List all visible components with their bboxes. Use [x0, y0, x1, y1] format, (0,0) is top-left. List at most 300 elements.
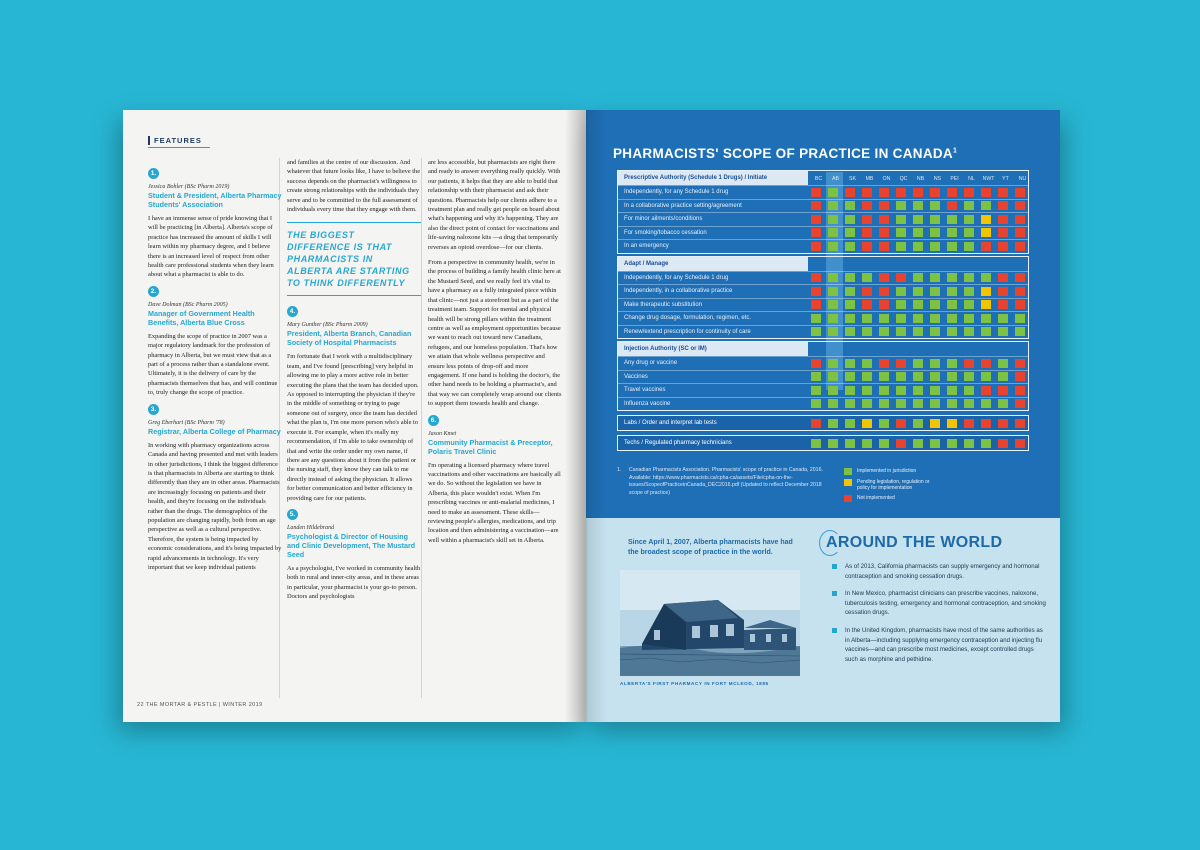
status-square-nl [964, 399, 974, 408]
status-square-pei [947, 359, 957, 368]
status-square-nu [1015, 228, 1025, 237]
status-square-nb [913, 386, 923, 395]
body-paragraph: From a perspective in community health, we're in the process of building a family health clinic here at the Mustard Seed, and we really feel it's vital to have a pharmacy as a fully integrated piece within that clinic—not just a storefront but as a part of the treatment team. Support for mental and physical health will be strong pillars within the treatment centre as well as employment opportunities because we want to reach out toward new Canadians, refugees, and our homeless population. That's how we attain that whole wellness perspective and ensure less points of drop-off and more engagement. If one hand is holding the doctor's, the other hand needs to be holding a pharmacist's, and that way we can completely wrap around our clients to support them towards health and change. [428, 259, 562, 408]
status-square-mb [862, 287, 872, 296]
status-square-sk [845, 399, 855, 408]
status-square-nl [964, 201, 974, 210]
province-label: ON [882, 176, 891, 182]
status-square-nu [1015, 359, 1025, 368]
status-square-yt [998, 372, 1008, 381]
column-1 [148, 162, 282, 578]
status-squares [807, 228, 1028, 237]
status-square-mb [862, 228, 872, 237]
row-label: Independently, in a collaborative practice [624, 288, 733, 295]
status-square-nb [913, 439, 923, 448]
status-square-ab [828, 359, 838, 368]
status-square-pei [947, 372, 957, 381]
row-label: For smoking/tobacco cessation [624, 229, 707, 236]
status-square-yt [998, 242, 1008, 251]
status-square-on [879, 228, 889, 237]
chart-title-text: PHARMACISTS' SCOPE OF PRACTICE IN CANADA [613, 146, 953, 161]
province-label: AB [832, 176, 839, 182]
status-squares [807, 215, 1028, 224]
status-squares [807, 300, 1028, 309]
list-item-text: As of 2013, California pharmacists can supply emergency and hormonal contraception and smoking cessation drugs. [845, 563, 1040, 580]
status-square-nwt [981, 300, 991, 309]
status-square-qc [896, 188, 906, 197]
status-square-ab [828, 439, 838, 448]
status-square-sk [845, 273, 855, 282]
section-tag: FEATURES [148, 136, 206, 145]
table-row [618, 185, 1028, 199]
status-square-ns [930, 215, 940, 224]
status-square-nwt [981, 287, 991, 296]
status-square-sk [845, 439, 855, 448]
status-square-ns [930, 439, 940, 448]
status-square-pei [947, 201, 957, 210]
status-square-nwt [981, 372, 991, 381]
section-header: Injection Authority (SC or IM) [618, 342, 808, 356]
legend-swatch [844, 468, 852, 475]
status-square-ns [930, 419, 940, 428]
status-square-pei [947, 327, 957, 336]
section-header-row [618, 342, 1028, 356]
province-label: NS [933, 176, 942, 182]
status-square-nu [1015, 327, 1025, 336]
role-title: Community Pharmacist & Preceptor, Polaris Travel Clinic [428, 437, 553, 456]
province-label: QC [899, 176, 908, 182]
status-square-bc [811, 287, 821, 296]
footnote-text: Canadian Pharmacists Association. Pharmacists' scope of practice in Canada, 2016. Available: https://www.pharmacists.ca/cpha-ca/assets/File/cpha-on-the-issues/ScopeofPracticeinCanada_DEC2016.pdf (Updated to reflect December 2018 scope of practice) [629, 467, 823, 496]
list-item [832, 626, 1047, 664]
province-label: BC [814, 176, 823, 182]
status-square-nl [964, 215, 974, 224]
legend-item [844, 495, 937, 502]
status-square-mb [862, 439, 872, 448]
status-square-on [879, 399, 889, 408]
status-square-qc [896, 372, 906, 381]
status-square-sk [845, 372, 855, 381]
province-label: YT [1002, 176, 1009, 182]
status-square-mb [862, 300, 872, 309]
right-page [586, 110, 1060, 722]
list-item [832, 562, 1047, 581]
status-square-yt [998, 228, 1008, 237]
status-square-sk [845, 359, 855, 368]
status-square-yt [998, 399, 1008, 408]
byline: Dave Dolman (BSc Pharm 2005) [148, 301, 228, 308]
status-square-on [879, 287, 889, 296]
status-squares [807, 188, 1028, 197]
status-square-on [879, 372, 889, 381]
status-square-nu [1015, 188, 1025, 197]
status-square-nb [913, 327, 923, 336]
row-label: Renew/extend prescription for continuity of care [624, 328, 751, 335]
status-square-nwt [981, 439, 991, 448]
status-square-nwt [981, 419, 991, 428]
status-square-mb [862, 359, 872, 368]
status-square-nwt [981, 314, 991, 323]
status-square-yt [998, 314, 1008, 323]
byline: Landen Hildebrand [287, 524, 335, 531]
status-square-nwt [981, 399, 991, 408]
footnote-marker: 1 [952, 147, 958, 155]
table-row [618, 383, 1028, 397]
status-square-pei [947, 386, 957, 395]
body-paragraph: As a psychologist, I've worked in community health both in rural and inner-city areas, and in these areas in particular, your pharmacist is your go-to person. Doctors and psychologists [287, 564, 421, 601]
status-square-qc [896, 439, 906, 448]
status-square-nu [1015, 399, 1025, 408]
status-square-nwt [981, 273, 991, 282]
section-header: Prescriptive Authority (Schedule 1 Drugs) / Initiate [618, 171, 808, 185]
status-square-nwt [981, 386, 991, 395]
province-label: NU [1018, 176, 1027, 182]
status-squares [807, 201, 1028, 210]
status-square-bc [811, 228, 821, 237]
footnote [617, 467, 827, 497]
status-square-nu [1015, 273, 1025, 282]
status-square-ab [828, 300, 838, 309]
status-square-pei [947, 439, 957, 448]
status-square-sk [845, 201, 855, 210]
status-squares [807, 287, 1028, 296]
status-square-nl [964, 300, 974, 309]
status-square-pei [947, 300, 957, 309]
status-square-nl [964, 242, 974, 251]
status-square-mb [862, 201, 872, 210]
status-square-yt [998, 300, 1008, 309]
column-2 [287, 158, 421, 608]
body-paragraph: In working with pharmacy organizations across Canada and having presented and met with leaders in other jurisdictions, I think the biggest difference is that pharmacists in Alberta are starting to think differently than they are in other areas. Pharmacists are increasingly focusing on patients and their health, and they're focusing on the individuals rather than the drugs. The demographics of the population are changing rapidly, both from an age perspective as well as a cultural perspective. Therefore, the system is being impacted by economic considerations, and it's being impacted by rapid advancements in technology. It's very important that we keep individual patients [148, 441, 282, 571]
status-square-ns [930, 372, 940, 381]
status-square-qc [896, 327, 906, 336]
status-square-pei [947, 399, 957, 408]
status-square-nu [1015, 314, 1025, 323]
legend-item [844, 468, 937, 475]
status-square-on [879, 359, 889, 368]
status-square-yt [998, 287, 1008, 296]
legend-label: Implemented in jurisdiction [857, 468, 917, 474]
status-square-pei [947, 228, 957, 237]
province-label: NWT [982, 176, 995, 182]
table-row [618, 397, 1028, 411]
status-square-nb [913, 372, 923, 381]
status-square-nu [1015, 300, 1025, 309]
row-label: Make therapeutic substitution [624, 301, 703, 308]
status-square-qc [896, 399, 906, 408]
status-square-ns [930, 242, 940, 251]
byline: Jason Kmet [428, 430, 457, 437]
status-square-nl [964, 386, 974, 395]
photo-caption: ALBERTA'S FIRST PHARMACY IN FORT MCLEOD, 1885 [620, 681, 769, 686]
role-title: Student & President, Alberta Pharmacy Students' Association [148, 191, 282, 209]
status-square-sk [845, 188, 855, 197]
status-square-sk [845, 314, 855, 323]
chart-title [613, 146, 957, 161]
status-square-bc [811, 242, 821, 251]
row-label: Any drug or vaccine [624, 360, 678, 367]
status-square-nb [913, 215, 923, 224]
byline: Jessica Bohler (BSc Pharm 2019) [148, 184, 230, 190]
status-squares [807, 327, 1028, 336]
province-label: PEI [950, 176, 959, 182]
status-squares [807, 359, 1028, 368]
province-label: SK [849, 176, 856, 182]
status-square-bc [811, 215, 821, 224]
status-square-yt [998, 327, 1008, 336]
body-paragraph: I'm operating a licensed pharmacy where travel vaccinations and other vaccinations are basically all we do. So without the legislation we have in Alberta, this place wouldn't exist. When I'm prescribing vaccines or anti-malarial medicines, I need to make an assessment. These skills—reviewing people's allergies, medications, and trip location and then administering a vaccination—are well within a pharmacist's skill set in Alberta. [428, 461, 561, 544]
status-square-on [879, 439, 889, 448]
status-square-qc [896, 201, 906, 210]
since-statement: Since April 1, 2007, Alberta pharmacists have had the broadest scope of practice in the world. [628, 539, 793, 556]
status-square-pei [947, 273, 957, 282]
status-square-nl [964, 314, 974, 323]
table-section [617, 170, 1029, 254]
status-square-bc [811, 201, 821, 210]
status-square-nb [913, 300, 923, 309]
status-square-mb [862, 242, 872, 251]
page-footer: 22 THE MORTAR & PESTLE | WINTER 2019 [137, 702, 263, 708]
status-square-sk [845, 327, 855, 336]
row-label: Influenza vaccine [624, 400, 671, 407]
status-square-bc [811, 399, 821, 408]
status-square-ab [828, 287, 838, 296]
entry-number: 3. [148, 404, 159, 415]
status-square-on [879, 273, 889, 282]
status-square-ab [828, 386, 838, 395]
table-row [618, 356, 1028, 370]
status-square-ab [828, 201, 838, 210]
row-label: Travel vaccines [624, 387, 666, 394]
status-square-bc [811, 327, 821, 336]
status-square-nl [964, 228, 974, 237]
status-square-qc [896, 386, 906, 395]
status-square-ns [930, 287, 940, 296]
status-square-mb [862, 386, 872, 395]
status-square-nwt [981, 228, 991, 237]
status-square-nb [913, 399, 923, 408]
status-square-ns [930, 314, 940, 323]
status-square-bc [811, 439, 821, 448]
table-row [618, 239, 1028, 253]
list-item [832, 589, 1047, 618]
footnote-number: 1. [617, 467, 622, 473]
status-square-yt [998, 201, 1008, 210]
status-square-nl [964, 359, 974, 368]
row-label: Techs / Regulated pharmacy technicians [624, 440, 732, 446]
status-square-nb [913, 273, 923, 282]
bullet-icon [832, 591, 837, 596]
status-square-pei [947, 215, 957, 224]
status-square-ab [828, 273, 838, 282]
body-paragraph: are less accessible, but pharmacists are right there and ready to answer everything really quickly. With our patients, it helps that they are able to build that relationship with their pharmacist and ask their questions. Pharmacists help our clients adhere to a treatment plan and really get people on board about what's happening and why it's happening. They are also the direct point of contact for vaccinations and life-saving naloxone kits —a drug that temporarily reverses an opioid overdose—for our clients. [428, 159, 561, 251]
bullet-icon [832, 564, 837, 569]
status-square-nu [1015, 201, 1025, 210]
status-squares [807, 399, 1028, 408]
status-squares [807, 419, 1028, 428]
status-square-mb [862, 372, 872, 381]
status-square-nb [913, 314, 923, 323]
status-square-ns [930, 273, 940, 282]
status-square-nb [913, 242, 923, 251]
status-square-bc [811, 188, 821, 197]
status-square-mb [862, 188, 872, 197]
status-square-pei [947, 419, 957, 428]
status-square-mb [862, 419, 872, 428]
status-square-qc [896, 273, 906, 282]
table-section [617, 256, 1029, 340]
status-squares [807, 242, 1028, 251]
status-square-yt [998, 215, 1008, 224]
status-squares [807, 273, 1028, 282]
status-square-on [879, 327, 889, 336]
status-square-ns [930, 399, 940, 408]
status-square-bc [811, 359, 821, 368]
row-label: Independently, for any Schedule 1 drug [624, 189, 729, 196]
status-square-qc [896, 300, 906, 309]
entry-number: 6. [428, 415, 439, 426]
body-paragraph: and families at the centre of our discussion. And whatever that future looks like, I have to believe the success depends on the pharmacist's willingness to create strong relationships with the individuals they serve and to be committed to the full assessment of individuals every time that they engage with them. [287, 159, 421, 214]
status-square-on [879, 242, 889, 251]
status-square-on [879, 215, 889, 224]
status-square-bc [811, 273, 821, 282]
status-square-nb [913, 419, 923, 428]
role-title: Registrar, Alberta College of Pharmacy [148, 426, 281, 436]
status-square-nl [964, 372, 974, 381]
status-square-ab [828, 228, 838, 237]
pull-quote: THE BIGGEST DIFFERENCE IS THAT PHARMACISTS IN ALBERTA ARE STARTING TO THINK DIFFERENTLY [287, 222, 421, 296]
status-square-mb [862, 314, 872, 323]
province-label: NB [916, 176, 925, 182]
status-square-nl [964, 439, 974, 448]
status-square-nu [1015, 372, 1025, 381]
status-square-nb [913, 287, 923, 296]
status-square-ns [930, 188, 940, 197]
status-square-ns [930, 300, 940, 309]
status-square-yt [998, 273, 1008, 282]
status-square-ab [828, 327, 838, 336]
role-title: Psychologist & Director of Housing and Clinic Development, The Mustard Seed [287, 531, 416, 559]
status-square-nu [1015, 439, 1025, 448]
status-square-nu [1015, 215, 1025, 224]
around-world-panel [586, 518, 1060, 722]
status-square-nb [913, 228, 923, 237]
section-header: Adapt / Manage [618, 257, 808, 271]
list-item-text: In the United Kingdom, pharmacists have most of the same authorities as in Alberta—including supplying emergency contraception and injecting flu vaccines—and can prescribe most medicines, except controlled drugs such as morphine and pethidine. [845, 626, 1043, 663]
status-square-ns [930, 359, 940, 368]
row-label: Labs / Order and interpret lab tests [624, 420, 717, 426]
table-row [618, 199, 1028, 213]
status-square-mb [862, 399, 872, 408]
legend-label: Pending legislation, regulation or policy for implementation [857, 479, 930, 492]
status-square-nwt [981, 242, 991, 251]
status-squares [807, 386, 1028, 395]
province-label: MB [865, 176, 874, 182]
status-square-sk [845, 215, 855, 224]
byline: Mary Gunther (BSc Pharm 2009) [287, 322, 368, 329]
legend-item [844, 479, 937, 491]
status-square-sk [845, 386, 855, 395]
column-divider [421, 158, 422, 698]
table-row [618, 311, 1028, 325]
entry-number: 1. [148, 168, 159, 179]
status-square-bc [811, 419, 821, 428]
row-label: In a collaborative practice setting/agreement [624, 202, 742, 209]
body-paragraph: Expanding the scope of practice in 2007 was a major regulatory landmark for the profession of pharmacy in Alberta, but we must view that as a part of a process rather than a standalone event. Ultimately, it is the delivery of care by the pharmacists themselves that has, and will continue to, truly change the scope of practice. [148, 332, 278, 397]
status-square-qc [896, 287, 906, 296]
status-square-mb [862, 273, 872, 282]
table-row [618, 436, 1028, 450]
row-label: Change drug dosage, formulation, regimen, etc. [624, 315, 752, 322]
status-square-nl [964, 273, 974, 282]
status-square-qc [896, 359, 906, 368]
section-header-row [618, 171, 1028, 185]
table-section-single [617, 415, 1029, 431]
status-square-nl [964, 287, 974, 296]
status-square-nu [1015, 386, 1025, 395]
table-row [618, 325, 1028, 339]
status-square-nb [913, 201, 923, 210]
status-square-sk [845, 419, 855, 428]
status-square-ns [930, 201, 940, 210]
status-square-nwt [981, 201, 991, 210]
status-square-nwt [981, 188, 991, 197]
table-section [617, 341, 1029, 411]
body-paragraph: I'm fortunate that I work with a multidisciplinary team, and I've found [prescribing] very helpful in allowing me to play a more active role in better executing the plans that the team has decided upon. As opposed to interrupting the physician if they're in the middle of something or trying to page someone out of surgery, once the team has decided what the plan is, I'm one more person who's able to execute it. For example, when it's really my recommendation, if I'm able to take ownership of that and write the order under my own name, if there are any questions about it from the patient or the nursing staff, they know they can talk to me directly instead of asking the physician. It allows for better communication and better efficiency in providing care for our patients. [287, 353, 419, 502]
status-square-bc [811, 300, 821, 309]
status-square-nl [964, 327, 974, 336]
status-square-ns [930, 327, 940, 336]
status-square-qc [896, 314, 906, 323]
status-square-ab [828, 215, 838, 224]
province-label: NL [968, 176, 975, 182]
status-square-pei [947, 287, 957, 296]
table-row [618, 298, 1028, 312]
status-square-bc [811, 372, 821, 381]
status-square-yt [998, 188, 1008, 197]
row-label: Vaccines [624, 373, 648, 380]
byline: Greg Eberhart (BSc Pharm '78) [148, 419, 225, 426]
legend [844, 468, 937, 506]
status-square-sk [845, 300, 855, 309]
status-square-bc [811, 386, 821, 395]
status-square-ab [828, 419, 838, 428]
status-square-on [879, 300, 889, 309]
table-row [618, 212, 1028, 226]
section-header-row [618, 257, 1028, 271]
status-square-ns [930, 228, 940, 237]
legend-label: Not implemented [857, 495, 895, 502]
table-row [618, 226, 1028, 240]
status-square-nu [1015, 287, 1025, 296]
status-square-pei [947, 188, 957, 197]
status-square-mb [862, 327, 872, 336]
status-square-ab [828, 372, 838, 381]
status-square-nwt [981, 215, 991, 224]
status-square-qc [896, 228, 906, 237]
status-square-nu [1015, 242, 1025, 251]
bullet-icon [832, 628, 837, 633]
historic-pharmacy-photo [620, 570, 800, 676]
entry-number: 4. [287, 306, 298, 317]
row-label: Independently, for any Schedule 1 drug [624, 274, 729, 281]
status-squares [807, 439, 1028, 448]
status-square-nl [964, 188, 974, 197]
status-square-nl [964, 419, 974, 428]
legend-swatch [844, 495, 852, 502]
status-square-nb [913, 188, 923, 197]
status-square-ab [828, 314, 838, 323]
